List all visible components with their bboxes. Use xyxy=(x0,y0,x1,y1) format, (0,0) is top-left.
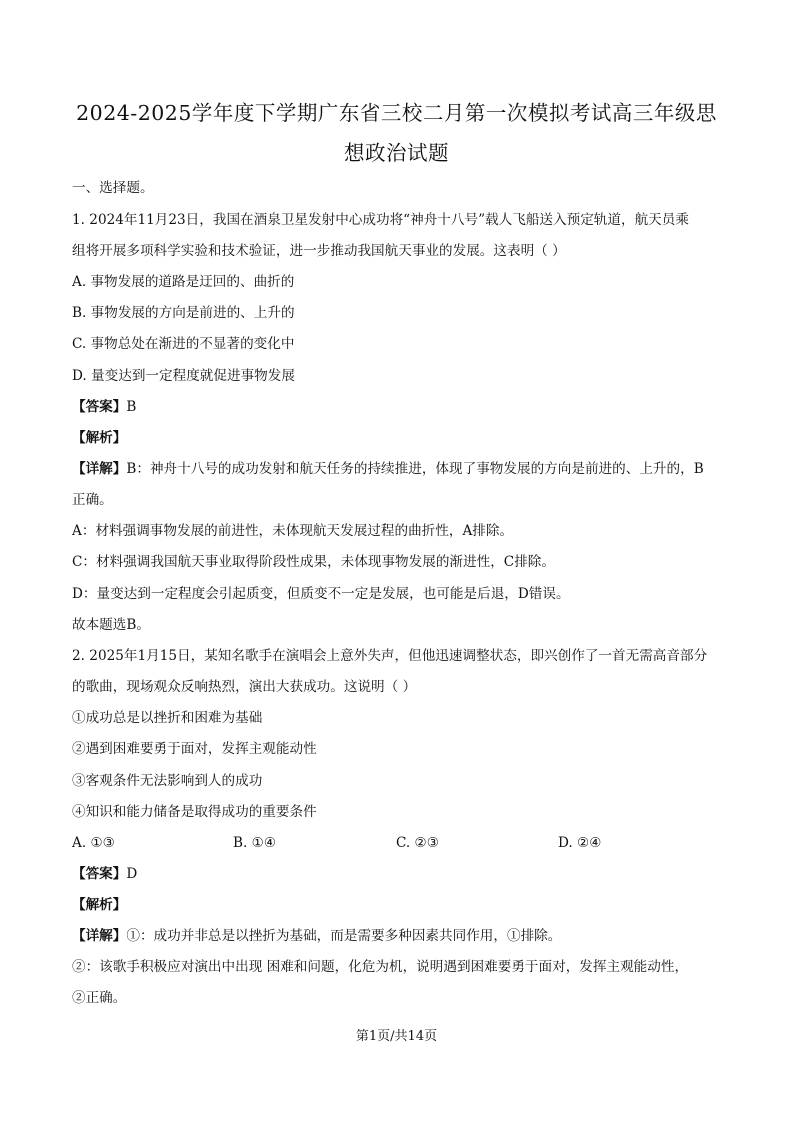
section-heading: 一、选择题。 xyxy=(72,180,154,196)
q1-detail-line-2: 正确。 xyxy=(72,492,113,508)
q2-option-a: A. ①③ xyxy=(72,835,115,851)
q1-analysis-tag: 【解析】 xyxy=(72,430,127,446)
q2-analysis-tag: 【解析】 xyxy=(72,897,127,913)
q1-option-d: D. 量变达到一定程度就促进事物发展 xyxy=(72,368,295,384)
exam-title-line-1: 2024-2025学年度下学期广东省三校二月第一次模拟考试高三年级思 xyxy=(76,101,717,125)
page-footer: 第1页/共14页 xyxy=(355,1029,438,1044)
detail-text: B：神舟十八号的成功发射和航天任务的持续推进，体现了事物发展的方向是前进的、上升的，B xyxy=(126,461,704,477)
q2-option-c: C. ②③ xyxy=(396,835,439,851)
q1-detail-d: D：量变达到一定程度会引起质变，但质变不一定是发展，也可能是后退，D错误。 xyxy=(72,586,570,602)
q1-detail-line-1 xyxy=(72,460,704,478)
q2-statement-2: ②遇到困难要勇于面对，发挥主观能动性 xyxy=(72,741,317,757)
q1-detail-c: C：材料强调我国航天事业取得阶段性成果，未体现事物发展的渐进性，C排除。 xyxy=(72,554,555,570)
q2-option-b: B. ①④ xyxy=(233,835,277,851)
exam-title-line-2: 想政治试题 xyxy=(344,141,449,165)
q1-stem-line-1: 1. 2024年11月23日，我国在酒泉卫星发射中心成功将“神舟十八号”载人飞船送入预定轨道，航天员乘 xyxy=(72,212,689,228)
answer-tag: 【答案】 xyxy=(72,399,127,415)
q1-option-c: C. 事物总处在渐进的不显著的变化中 xyxy=(72,336,295,352)
q1-answer xyxy=(72,398,136,416)
answer-value: D xyxy=(126,866,138,882)
q2-statement-4: ④知识和能力储备是取得成功的重要条件 xyxy=(72,804,317,820)
answer-tag: 【答案】 xyxy=(72,866,127,882)
detail-tag: 【详解】 xyxy=(72,928,127,944)
q1-stem-line-2: 组将开展多项科学实验和技术验证，进一步推动我国航天事业的发展。这表明（ ） xyxy=(72,243,566,259)
q1-detail-a: A：材料强调事物发展的前进性，未体现航天发展过程的曲折性，A排除。 xyxy=(72,523,514,539)
q2-detail-line-3: ②正确。 xyxy=(72,990,127,1006)
q2-option-d: D. ②④ xyxy=(558,835,602,851)
q1-conclusion: 故本题选B。 xyxy=(72,617,150,633)
detail-text: ①：成功并非总是以挫折为基础，而是需要多种因素共同作用，①排除。 xyxy=(126,928,562,944)
q2-statement-3: ③客观条件无法影响到人的成功 xyxy=(72,773,263,789)
q2-detail-line-2: ②：该歌手积极应对演出中出现 困难和问题，化危为机，说明遇到困难要勇于面对，发挥主观能动性， xyxy=(72,959,689,975)
q2-stem-line-1: 2. 2025年1月15日，某知名歌手在演唱会上意外失声，但他迅速调整状态，即兴创作了一首无需高音部分 xyxy=(72,648,708,664)
detail-tag: 【详解】 xyxy=(72,461,127,477)
q2-answer xyxy=(72,865,137,883)
q2-detail-line-1 xyxy=(72,927,561,945)
q2-stem-line-2: 的歌曲，现场观众反响热烈，演出大获成功。这说明（ ） xyxy=(72,679,417,695)
q1-option-b: B. 事物发展的方向是前进的、上升的 xyxy=(72,305,295,321)
q1-option-a: A. 事物发展的道路是迂回的、曲折的 xyxy=(72,274,295,290)
answer-value: B xyxy=(126,399,137,415)
q2-statement-1: ①成功总是以挫折和困难为基础 xyxy=(72,710,263,726)
